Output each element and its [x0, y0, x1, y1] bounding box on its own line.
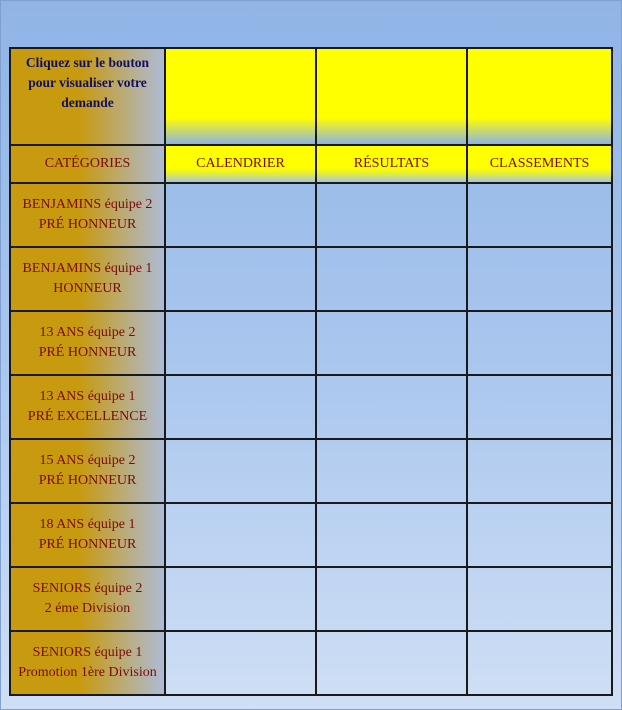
category-cell	[10, 503, 165, 567]
rankings-cell[interactable]	[467, 631, 612, 695]
calendar-cell[interactable]	[165, 183, 316, 247]
intro-line-3: demande	[61, 95, 114, 110]
competition-table	[9, 47, 613, 696]
header-row	[10, 145, 612, 183]
results-cell[interactable]	[316, 439, 467, 503]
category-cell	[10, 439, 165, 503]
category-name: 13 ANS équipe 2	[39, 325, 136, 340]
calendar-cell[interactable]	[165, 567, 316, 631]
calendar-cell[interactable]	[165, 503, 316, 567]
category-name: BENJAMINS équipe 2	[22, 197, 153, 212]
results-cell[interactable]	[316, 183, 467, 247]
calendar-cell[interactable]	[165, 311, 316, 375]
category-division: PRÉ HONNEUR	[38, 345, 137, 360]
intro-line-1: Cliquez sur le bouton	[25, 55, 150, 70]
category-cell	[10, 567, 165, 631]
results-header-banner	[316, 48, 467, 145]
category-cell	[10, 247, 165, 311]
category-division: 2 éme Division	[44, 601, 131, 616]
intro-row	[10, 48, 612, 145]
intro-instructions	[10, 48, 165, 145]
calendar-cell[interactable]	[165, 631, 316, 695]
results-cell[interactable]	[316, 567, 467, 631]
category-cell	[10, 631, 165, 695]
table-row	[10, 439, 612, 503]
category-division: PRÉ HONNEUR	[38, 217, 137, 232]
results-header: RÉSULTATS	[316, 145, 467, 183]
calendar-cell[interactable]	[165, 247, 316, 311]
rankings-cell[interactable]	[467, 183, 612, 247]
rankings-cell[interactable]	[467, 503, 612, 567]
category-name: 15 ANS équipe 2	[39, 453, 136, 468]
rankings-cell[interactable]	[467, 375, 612, 439]
table-row	[10, 183, 612, 247]
category-cell	[10, 183, 165, 247]
category-division: HONNEUR	[53, 281, 122, 296]
table-row	[10, 247, 612, 311]
table-row	[10, 375, 612, 439]
rankings-header: CLASSEMENTS	[467, 145, 612, 183]
category-name: 18 ANS équipe 1	[39, 517, 136, 532]
category-division: Promotion 1ère Division	[18, 665, 157, 680]
categories-header: CATÉGORIES	[10, 145, 165, 183]
category-division: PRÉ HONNEUR	[38, 473, 137, 488]
results-cell[interactable]	[316, 375, 467, 439]
category-division: PRÉ HONNEUR	[38, 537, 137, 552]
intro-line-2: pour visualiser votre	[28, 75, 147, 90]
table-row	[10, 503, 612, 567]
calendar-cell[interactable]	[165, 375, 316, 439]
calendar-header: CALENDRIER	[165, 145, 316, 183]
rankings-cell[interactable]	[467, 567, 612, 631]
table-row	[10, 567, 612, 631]
category-name: SENIORS équipe 1	[32, 645, 143, 660]
calendar-header-banner	[165, 48, 316, 145]
category-cell	[10, 375, 165, 439]
category-division: PRÉ EXCELLENCE	[27, 409, 148, 424]
category-cell	[10, 311, 165, 375]
rankings-cell[interactable]	[467, 439, 612, 503]
calendar-cell[interactable]	[165, 439, 316, 503]
rankings-cell[interactable]	[467, 311, 612, 375]
category-name: BENJAMINS équipe 1	[22, 261, 153, 276]
rankings-cell[interactable]	[467, 247, 612, 311]
results-cell[interactable]	[316, 503, 467, 567]
category-name: SENIORS équipe 2	[32, 581, 143, 596]
category-name: 13 ANS équipe 1	[39, 389, 136, 404]
results-cell[interactable]	[316, 311, 467, 375]
table-row	[10, 631, 612, 695]
rankings-header-banner	[467, 48, 612, 145]
results-cell[interactable]	[316, 247, 467, 311]
table-row	[10, 311, 612, 375]
results-cell[interactable]	[316, 631, 467, 695]
